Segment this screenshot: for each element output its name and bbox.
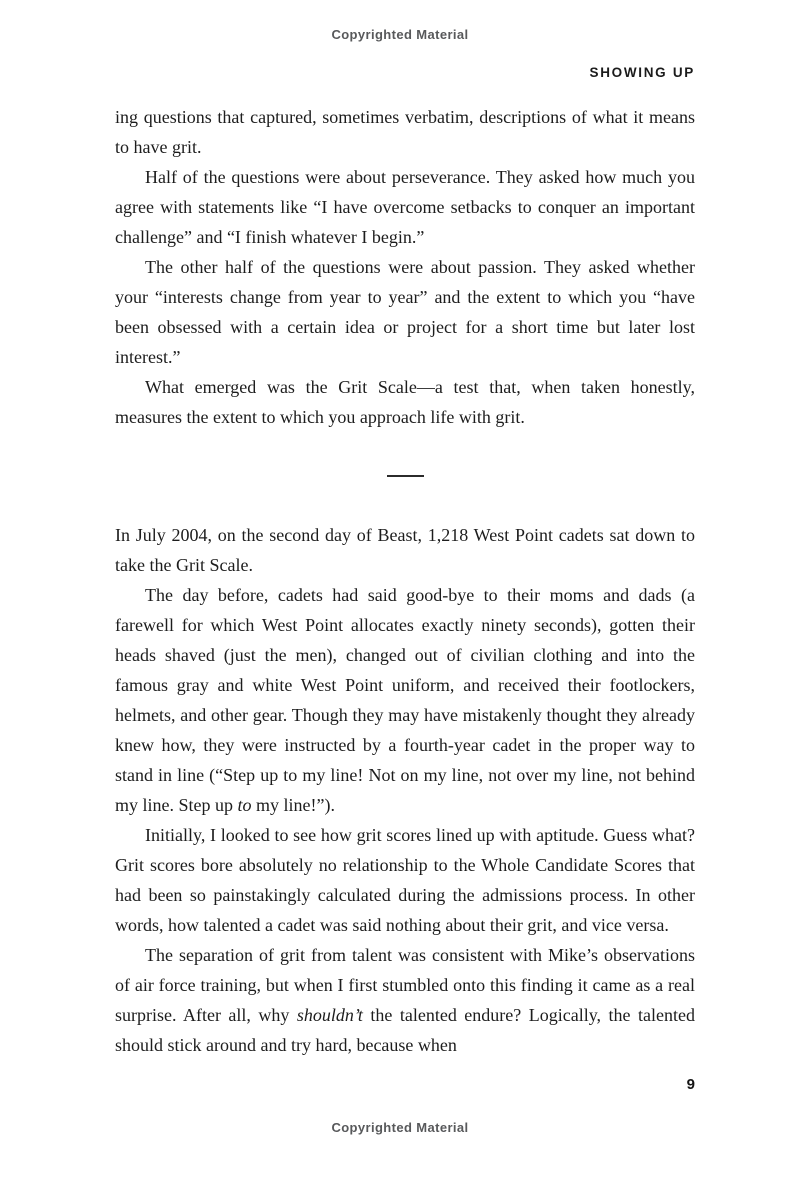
paragraph: In July 2004, on the second day of Beast, 1,218 West Point cadets sat down to take the Grit Scale. — [115, 525, 695, 575]
page-number: 9 — [686, 1076, 695, 1093]
copyright-notice-top: Copyrighted Material — [331, 27, 469, 42]
paragraph: The separation of grit from talent was consistent with Mike’s observations of air force training, but when I first stumbled onto this finding it came as a real surprise. After all, why shouldn’t the talented endure? Logically, the talented should stick around and try hard, because when — [115, 945, 695, 1055]
section-break-rule — [387, 475, 424, 477]
paragraph: Initially, I looked to see how grit scores lined up with aptitude. Guess what? Grit scores bore absolutely no relationship to the Whole Candidate Scores that had been so painstakingly calculated during the admissions process. In other words, how talented a cadet was said nothing about their grit, and vice versa. — [115, 825, 695, 935]
copyright-notice-bottom: Copyrighted Material — [331, 1120, 469, 1135]
section-break — [115, 432, 695, 520]
paragraph: What emerged was the Grit Scale—a test that, when taken honestly, measures the extent to which you approach life with grit. — [115, 377, 695, 427]
running-head: SHOWING UP — [589, 65, 695, 80]
paragraph: The other half of the questions were about passion. They asked whether your “interests change from year to year” and the extent to which you “have been obsessed with a certain idea or project for a short time but later lost interest.” — [115, 257, 695, 367]
body-text — [115, 102, 695, 1060]
paragraph: Half of the questions were about perseverance. They asked how much you agree with statements like “I have overcome setbacks to conquer an important challenge” and “I finish whatever I begin.” — [115, 167, 695, 247]
paragraph: ing questions that captured, sometimes verbatim, descriptions of what it means to have grit. — [115, 107, 695, 157]
paragraph: The day before, cadets had said good-bye to their moms and dads (a farewell for which West Point allocates exactly ninety seconds), gotten their heads shaved (just the men), changed out of civilian clothing and into the famous gray and white West Point uniform, and received their footlockers, helmets, and other gear. Though they may have mistakenly thought they already knew how, they were instructed by a fourth-year cadet in the proper way to stand in line (“Step up to my line! Not on my line, not over my line, not behind my line. Step up to my line!”). — [115, 585, 695, 815]
